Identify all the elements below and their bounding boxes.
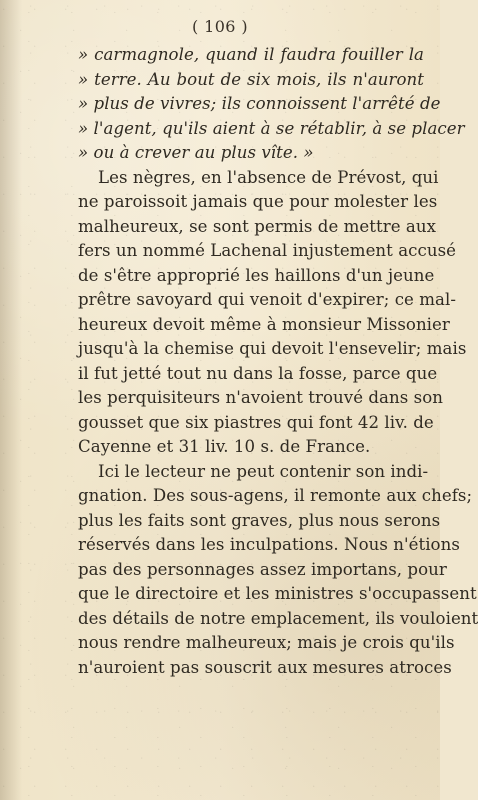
page-number: ( 106 )	[192, 17, 248, 36]
text-line-3: » plus de vivres; ils connoissent l'arrêté de	[78, 94, 441, 113]
text-line-1: » carmagnole, quand il faudra fouiller la	[78, 45, 424, 64]
text-line-11: prêtre savoyard qui venoit d'expirer; ce mal-	[78, 290, 456, 309]
text-line-12: heureux devoit même à monsieur Missonier	[78, 314, 450, 334]
text-line-14: il fut jetté tout nu dans la fosse, parce que	[78, 363, 438, 383]
text-line-23: que le directoire et les ministres s'occupassent	[78, 584, 477, 603]
text-line-17: Cayenne et 31 liv. 10 s. de France.	[78, 437, 371, 456]
text-line-7: ne paroissoit jamais que pour molester les	[78, 192, 438, 211]
text-line-6: Les nègres, en l'absence de Prévost, qui	[98, 167, 439, 187]
text-line-10: de s'être approprié les haillons d'un jeune	[78, 265, 435, 285]
text-line-13: jusqu'à la chemise qui devoit l'ensevelir; mais	[78, 339, 467, 358]
page-text	[78, 43, 478, 680]
text-line-25: nous rendre malheureux; mais je crois qu'ils	[78, 633, 455, 652]
text-line-20: plus les faits sont graves, plus nous serons	[78, 510, 441, 530]
text-line-18: Ici le lecteur ne peut contenir son indi-	[98, 461, 429, 481]
text-line-4: » l'agent, qu'ils aient à se rétablir, à se placer	[78, 118, 465, 138]
binding-shadow	[0, 0, 22, 800]
text-line-2: » terre. Au bout de six mois, ils n'auront	[78, 69, 424, 89]
text-line-26: n'auroient pas souscrit aux mesures atroces	[78, 657, 452, 677]
text-line-5: » ou à crever au plus vîte. »	[78, 143, 314, 162]
text-line-22: pas des personnages assez importans, pour	[78, 559, 447, 579]
text-line-9: fers un nommé Lachenal injustement accusé	[78, 241, 457, 260]
text-line-19: gnation. Des sous-agens, il remonte aux chefs;	[78, 486, 473, 505]
text-line-24: des détails de notre emplacement, ils vouloient	[78, 608, 478, 628]
text-line-21: réservés dans les inculpations. Nous n'étions	[78, 535, 460, 554]
text-line-15: les perquisiteurs n'avoient trouvé dans son	[78, 388, 443, 407]
text-line-16: gousset que six piastres qui font 42 liv. de	[78, 412, 434, 432]
text-line-8: malheureux, se sont permis de mettre aux	[78, 216, 437, 236]
